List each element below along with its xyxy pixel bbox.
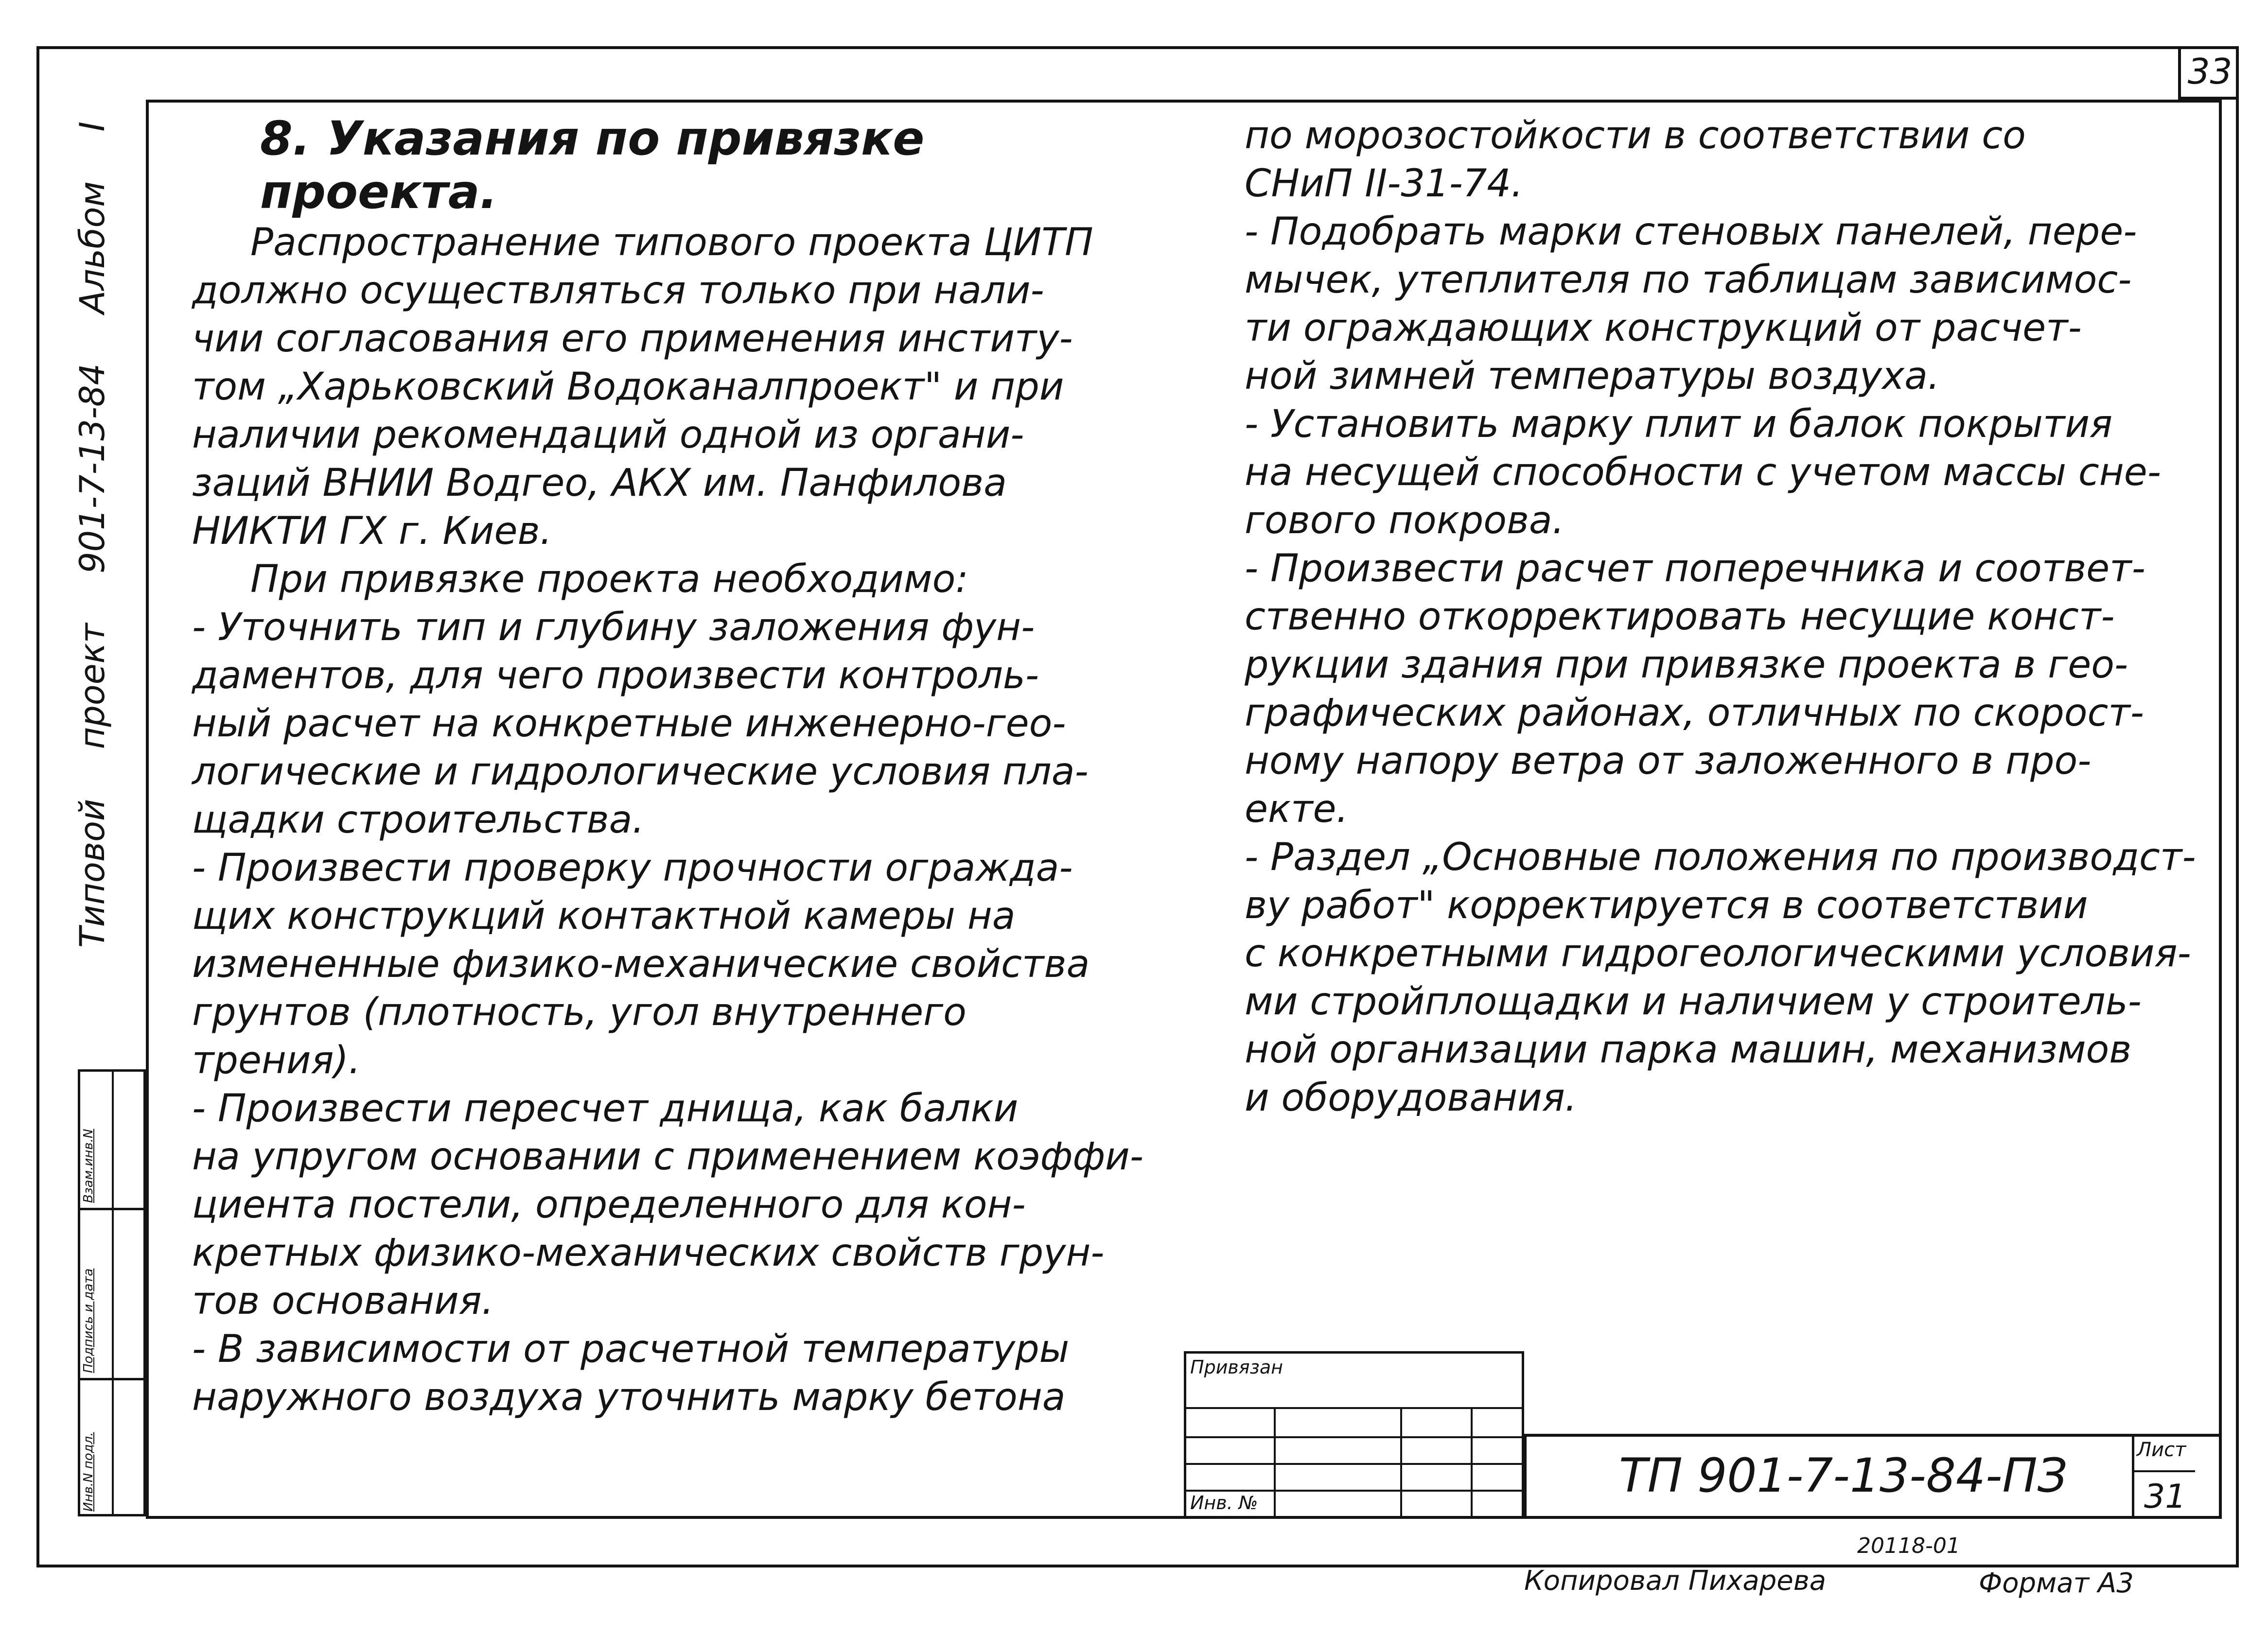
text-line: - Уточнить тип и глубину заложения фун-	[192, 606, 1035, 649]
binding-label: Привязан	[1190, 1357, 1283, 1378]
margin-title-part: проект	[72, 623, 112, 749]
sheet-label: Лист	[2137, 1439, 2186, 1461]
text-line: тов основания.	[192, 1279, 494, 1323]
text-line: на упругом основании с применением коэффи-	[192, 1135, 1143, 1179]
text-line: наружного воздуха уточнить марку бетона	[192, 1375, 1066, 1419]
text-line: СНиП II-31-74.	[1245, 162, 1523, 206]
text-line: грунтов (плотность, угол внутреннего	[192, 991, 967, 1034]
text-line: - Произвести проверку прочности огражда-	[192, 846, 1073, 890]
text-line: - В зависимости от расчетной температуры	[192, 1327, 1070, 1371]
text-line: рукции здания при привязке проекта в гео-	[1245, 643, 2128, 687]
text-line: по морозостойкости в соответствии со	[1245, 114, 2026, 157]
text-line: и оборудования.	[1245, 1076, 1577, 1120]
inventory-number-label: Инв. №	[1190, 1492, 1258, 1514]
text-line: ственно откорректировать несущие конст-	[1245, 595, 2115, 639]
left-text-column	[192, 112, 1164, 1422]
text-line: ной зимней температуры воздуха.	[1245, 354, 1940, 398]
text-line: чии согласования его применения институ-	[192, 317, 1073, 361]
margin-title-part: Альбом	[72, 181, 112, 314]
text-line: - Подобрать марки стеновых панелей, пере-	[1245, 210, 2137, 254]
text-line: заций ВНИИ Водгео, АКХ им. Панфилова	[192, 461, 1007, 505]
paper-format: Формат А3	[1979, 1567, 2134, 1599]
text-line: логические и гидрологические условия пла-	[192, 750, 1089, 794]
text-line: трения).	[192, 1039, 361, 1082]
stamp-label-signature-date: Подпись и дата	[81, 1268, 96, 1373]
sheet-corner-number: 33	[2178, 46, 2239, 100]
text-line: графических районах, отличных по скорост-	[1245, 691, 2144, 735]
sheet-number: 31	[2144, 1478, 2186, 1516]
text-line: НИКТИ ГХ г. Киев.	[192, 509, 552, 553]
text-line: ву работ" корректируется в соответствии	[1245, 884, 2088, 927]
text-line: циента постели, определенного для кон-	[192, 1183, 1026, 1227]
text-line: мычек, утеплителя по таблицам зависимос-	[1245, 258, 2132, 302]
text-line: должно осуществляться только при нали-	[192, 269, 1044, 313]
order-number: 20118-01	[1857, 1533, 1960, 1558]
text-line: екте.	[1245, 787, 1349, 831]
text-line: кретных физико-механических свойств грун-	[192, 1231, 1105, 1275]
text-line: - Раздел „Основные положения по производст-	[1245, 835, 2196, 879]
text-line: том „Харьковский Водоканалпроект" и при	[192, 365, 1064, 409]
margin-title	[63, 122, 122, 948]
text-line: При привязке проекта необходимо:	[250, 557, 968, 601]
text-line: щих конструкций контактной камеры на	[192, 894, 1016, 938]
text-line: - Произвести расчет поперечника и соответ-	[1245, 547, 2145, 591]
text-line: ной организации парка машин, механизмов	[1245, 1028, 2132, 1072]
right-text-column	[1245, 112, 2196, 1122]
margin-title-part: I	[72, 122, 112, 132]
document-code: ТП 901-7-13-84-ПЗ	[1619, 1448, 2068, 1503]
text-line: гового покрова.	[1245, 499, 1565, 542]
stamp-label-inv-podl: Инв.N подл.	[81, 1432, 96, 1512]
text-line: наличии рекомендаций одной из органи-	[192, 413, 1024, 457]
text-line: с конкретными гидрогеологическими условия-	[1245, 932, 2191, 975]
text-line: на несущей способности с учетом массы сне-	[1245, 451, 2161, 494]
text-line: - Произвести пересчет днища, как балки	[192, 1087, 1019, 1131]
text-line: щадки строительства.	[192, 798, 645, 842]
binding-stamp	[1184, 1351, 1524, 1519]
text-line: даментов, для чего произвести контроль-	[192, 654, 1039, 697]
copied-by: Копировал Пихарева	[1524, 1565, 1827, 1597]
stamp-label-vzam-inv: Взам.инв.N	[81, 1129, 96, 1203]
text-line: измененные физико-механические свойства	[192, 942, 1090, 986]
text-line: ти ограждающих конструкций от расчет-	[1245, 306, 2082, 350]
text-line: ному напору ветра от заложенного в про-	[1245, 739, 2092, 783]
text-line: ми стройплощадки и наличием у строитель-	[1245, 980, 2142, 1024]
section-heading: 8. Указания по привязке проекта.	[260, 111, 925, 219]
text-line: Распространение типового проекта ЦИТП	[250, 221, 1093, 264]
margin-title-part: 901-7-13-84	[72, 363, 112, 574]
margin-title-part: Типовой	[72, 799, 112, 948]
text-line: - Установить марку плит и балок покрытия	[1245, 402, 2113, 446]
left-stamp	[78, 1069, 146, 1516]
text-line: ный расчет на конкретные инженерно-гео-	[192, 702, 1066, 746]
